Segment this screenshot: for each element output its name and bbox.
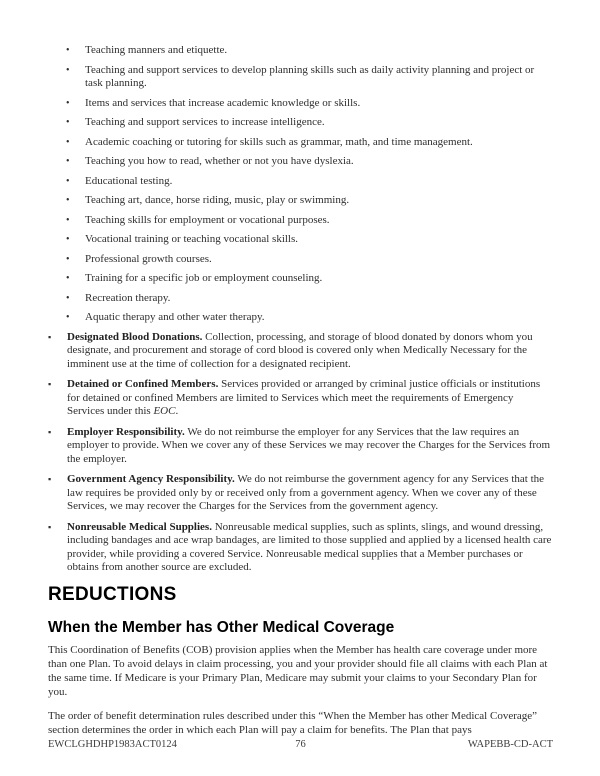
list-item-text: Teaching you how to read, whether or not you have dyslexia. bbox=[85, 155, 354, 167]
list-item bbox=[48, 97, 553, 111]
round-bullet-icon: • bbox=[66, 117, 70, 128]
list-item bbox=[48, 272, 553, 286]
section-heading: REDUCTIONS bbox=[48, 583, 177, 605]
list-item bbox=[48, 155, 553, 169]
list-item-text bbox=[67, 331, 553, 372]
round-bullet-icon: • bbox=[66, 312, 70, 323]
footer-doc-id: WAPEBB-CD-ACT bbox=[467, 739, 553, 750]
list-item-text: Items and services that increase academic knowledge or skills. bbox=[85, 96, 361, 109]
list-item bbox=[48, 311, 553, 325]
term-description: Collection, processing, and storage of blood donated by donors whom you designate, and procurement and storage of cord blood is covered only when Medically Necessary for the imminent use at the time of collection for a designated recipient. bbox=[67, 330, 533, 370]
round-bullet-icon: • bbox=[66, 214, 70, 226]
list-item-text bbox=[67, 426, 553, 467]
body-paragraph: This Coordination of Benefits (COB) provision applies when the Member has health care coverage under more than one Plan. To avoid delays in claim processing, you and your provider should file all claims with each Plan at the same time. If Medicare is your Primary Plan, Medicare may submit your claims to your Secondary Plan for you. bbox=[48, 643, 548, 698]
list-item bbox=[48, 426, 553, 467]
list-item bbox=[48, 331, 553, 372]
list-item-text: Vocational training or teaching vocational skills. bbox=[85, 233, 299, 245]
list-item-text bbox=[67, 473, 553, 514]
list-item-text: Teaching and support services to develop planning skills such as daily activity planning and project or task planning. bbox=[85, 63, 535, 89]
exclusions-sub-list bbox=[48, 44, 553, 325]
list-item-text: Teaching skills for employment or vocational purposes. bbox=[85, 213, 330, 226]
round-bullet-icon: • bbox=[66, 195, 70, 206]
list-item bbox=[48, 136, 553, 150]
list-item bbox=[48, 253, 553, 267]
term-description: Services provided or arranged by criminal justice officials or institutions for detained or confined Members are limited to Services which meet the requirements of Emergency Services under this bbox=[67, 378, 541, 417]
round-bullet-icon: • bbox=[66, 234, 70, 245]
list-item bbox=[48, 175, 553, 189]
list-item bbox=[48, 521, 553, 575]
round-bullet-icon: • bbox=[66, 253, 70, 265]
limitations-main-list bbox=[48, 331, 553, 575]
list-item-text: Academic coaching or tutoring for skills such as grammar, math, and time management. bbox=[85, 135, 473, 148]
round-bullet-icon: • bbox=[66, 64, 70, 76]
subsection-heading: When the Member has Other Medical Coverage bbox=[48, 618, 395, 636]
list-item bbox=[48, 214, 553, 228]
list-item bbox=[48, 64, 553, 91]
round-bullet-icon: • bbox=[66, 175, 70, 187]
square-bullet-icon: ▪ bbox=[48, 379, 52, 389]
list-item-text: Professional growth courses. bbox=[85, 252, 212, 265]
list-item-text: Educational testing. bbox=[85, 174, 173, 187]
term-label: Government Agency Responsibility. bbox=[67, 473, 235, 485]
square-bullet-icon: ▪ bbox=[48, 474, 52, 484]
round-bullet-icon: • bbox=[66, 273, 70, 284]
list-item bbox=[48, 473, 553, 514]
list-item-text bbox=[67, 378, 553, 419]
list-item bbox=[48, 194, 553, 208]
square-bullet-icon: ▪ bbox=[48, 426, 52, 437]
term-description: Nonreusable medical supplies, such as splints, slings, and wound dressing, including bandages and ace wrap bandages, are limited to those supplied and applied by a licensed health care provider, while providing a covered Service. Nonreusable medical supplies that a Member purchases or obtains from another source are excluded. bbox=[67, 520, 552, 573]
list-item-text: Teaching art, dance, horse riding, music, play or swimming. bbox=[85, 194, 350, 206]
list-item-text: Teaching manners and etiquette. bbox=[85, 44, 228, 56]
term-label: Nonreusable Medical Supplies. bbox=[67, 520, 212, 533]
footer-doc-code: EWCLGHDHP1983ACT0124 bbox=[48, 739, 177, 750]
list-item-text: Training for a specific job or employment counseling. bbox=[85, 272, 323, 284]
term-description: We do not reimburse the government agency for any Services that the law requires be provided only by or received only from a government agency. When we cover any of these Services, we may recover the Charges for the Services from the government agency. bbox=[67, 473, 545, 512]
italic-term: EOC bbox=[153, 405, 176, 417]
list-item-text bbox=[67, 521, 553, 575]
body-paragraph: The order of benefit determination rules described under this “When the Member has other Medical Coverage” section determines the order in which each Plan will pay a claim for benefits. The Plan that pays bbox=[48, 709, 538, 736]
term-description-tail: . bbox=[175, 405, 179, 417]
list-item-text: Teaching and support services to increase intelligence. bbox=[85, 116, 325, 128]
page-footer bbox=[48, 739, 553, 750]
footer-page-number: 76 bbox=[295, 739, 306, 750]
list-item bbox=[48, 378, 553, 419]
list-item-text: Aquatic therapy and other water therapy. bbox=[85, 311, 265, 323]
list-item-text: Recreation therapy. bbox=[85, 291, 171, 304]
list-item bbox=[48, 116, 553, 130]
square-bullet-icon: ▪ bbox=[48, 521, 52, 532]
list-item bbox=[48, 44, 553, 58]
round-bullet-icon: • bbox=[66, 97, 70, 109]
square-bullet-icon: ▪ bbox=[48, 331, 52, 342]
round-bullet-icon: • bbox=[66, 136, 70, 148]
round-bullet-icon: • bbox=[66, 45, 70, 56]
term-description: We do not reimburse the employer for any Services that the law requires an employer to provide. When we cover any of these Services we may recover the Charges for the Services from the employer. bbox=[67, 425, 551, 465]
round-bullet-icon: • bbox=[66, 292, 70, 304]
list-item bbox=[48, 233, 553, 247]
term-label: Designated Blood Donations. bbox=[67, 330, 203, 343]
term-label: Detained or Confined Members. bbox=[67, 378, 219, 390]
term-label: Employer Responsibility. bbox=[67, 425, 185, 438]
list-item bbox=[48, 292, 553, 306]
round-bullet-icon: • bbox=[66, 156, 70, 167]
